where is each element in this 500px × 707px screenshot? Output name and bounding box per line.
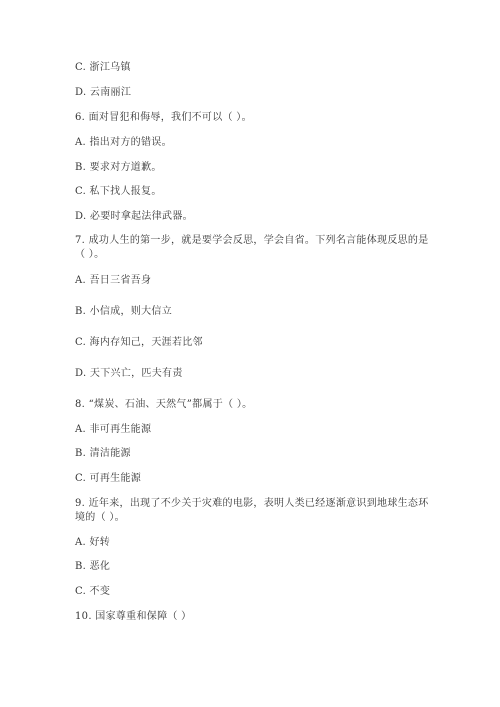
question-7-line-1: 7. 成功人生的第一步，就是要学会反思，学会自省。下列名言能体现反思的是: [75, 235, 429, 246]
q7-option-c: C. 海内存知己，天涯若比邻: [75, 337, 203, 348]
q8-option-a: A. 非可再生能源: [75, 424, 152, 435]
question-10: 10. 国家尊重和保障（ ）: [75, 611, 192, 622]
q6-option-c: C. 私下找人报复。: [75, 186, 162, 197]
q9-option-b: B. 恶化: [75, 561, 111, 572]
question-9-line-1: 9. 近年来，出现了不少关于灾难的电影，表明人类已经逐渐意识到地球生态环: [75, 498, 429, 509]
q9-option-c: C. 不变: [75, 586, 111, 597]
question-9-line-2: 境的（ ）。: [75, 512, 125, 523]
question-6: 6. 面对冒犯和侮辱，我们不可以（ ）。: [75, 112, 252, 123]
q5-option-d: D. 云南丽江: [75, 87, 132, 98]
q6-option-a: A. 指出对方的错误。: [75, 137, 172, 148]
q8-option-b: B. 清洁能源: [75, 448, 131, 459]
question-8: 8. “煤炭、石油、天然气”都属于（ ）。: [75, 399, 253, 410]
q6-option-b: B. 要求对方道歉。: [75, 162, 162, 173]
q9-option-a: A. 好转: [75, 537, 111, 548]
q6-option-d: D. 必要时拿起法律武器。: [75, 211, 193, 222]
q5-option-c: C. 浙江乌镇: [75, 62, 131, 73]
q7-option-a: A. 吾日三省吾身: [75, 275, 152, 286]
q7-option-d: D. 天下兴亡，匹夫有责: [75, 368, 183, 379]
question-7-line-2: （ ）。: [75, 249, 105, 260]
q7-option-b: B. 小信成，则大信立: [75, 306, 173, 317]
q8-option-c: C. 可再生能源: [75, 473, 142, 484]
